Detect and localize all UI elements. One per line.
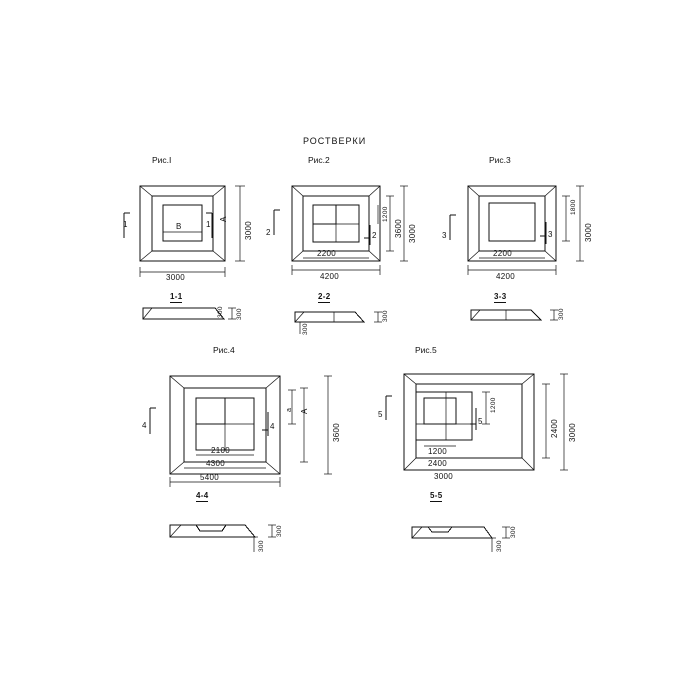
fig2-plan — [274, 186, 408, 275]
fig1-plan — [124, 186, 245, 277]
fig5-marker-right: 5 — [478, 417, 483, 426]
fig5-section-dim-h2: 300 — [496, 540, 503, 552]
fig3-plan — [450, 186, 584, 275]
fig1-section-dim-h2: 300 — [217, 306, 224, 318]
fig2-dim-bottom: 4200 — [320, 272, 339, 281]
fig4-dim-right: 3600 — [332, 423, 341, 442]
fig1-section-dim-h: 300 — [236, 308, 243, 320]
fig5-dim-inner-right: 1200 — [490, 397, 497, 413]
fig3-dim-right: 3000 — [584, 223, 593, 242]
fig3-marker-right: 3 — [548, 230, 553, 239]
fig1-dim-right: 3000 — [244, 221, 253, 240]
fig2-dim-inner-right: 1200 — [382, 206, 389, 222]
fig4-section-dim-h: 300 — [276, 525, 283, 537]
fig4-marker-left: 4 — [142, 421, 147, 430]
fig2-marker-left: 2 — [266, 228, 271, 237]
fig3-section-label: 3-3 — [494, 292, 507, 301]
fig2-marker-right: 2 — [372, 231, 377, 240]
fig4-section-label: 4-4 — [196, 491, 209, 500]
fig5-dim-inner-bottom: 1200 — [428, 447, 447, 456]
fig5-plan — [386, 374, 568, 470]
fig3-dim-bottom: 4200 — [496, 272, 515, 281]
fig1-marker-right: 1 — [206, 220, 211, 229]
fig5-dim-right: 3000 — [568, 423, 577, 442]
fig1-section-label: 1-1 — [170, 292, 183, 301]
fig5-marker-left: 5 — [378, 410, 383, 419]
fig3-section — [471, 310, 558, 320]
fig4-dim-inner-bottom: 2100 — [211, 446, 230, 455]
fig3-marker-left: 3 — [442, 231, 447, 240]
fig1-marker-left: 1 — [123, 220, 128, 229]
fig4-dim-bottom: 5400 — [200, 473, 219, 482]
fig3-section-dim-h: 300 — [558, 308, 565, 320]
fig2-section-label: 2-2 — [318, 292, 331, 301]
fig3-dim-inner-right: 1800 — [570, 199, 577, 215]
fig5-section-label: 5-5 — [430, 491, 443, 500]
fig4-caption: Рис.4 — [213, 345, 235, 355]
fig2-dim-inner-bottom: 2200 — [317, 249, 336, 258]
fig2-section-dim-h: 300 — [382, 310, 389, 322]
fig2-section-dim-h2: 300 — [302, 323, 309, 335]
fig5-caption: Рис.5 — [415, 345, 437, 355]
fig4-dim-mid-bottom: 4300 — [206, 459, 225, 468]
fig4-section-dim-h2: 300 — [258, 540, 265, 552]
fig1-dim-bottom: 3000 — [166, 273, 185, 282]
fig2-dim-mid-right: 3600 — [394, 219, 403, 238]
fig4-dim-inner-a: а — [286, 407, 293, 412]
fig5-dim-bottom: 3000 — [434, 472, 453, 481]
sheet-title: РОСТВЕРКИ — [303, 136, 367, 146]
fig3-dim-inner-bottom: 2200 — [493, 249, 512, 258]
fig4-plan — [150, 376, 332, 487]
fig2-dim-right: 3000 — [408, 224, 417, 243]
fig5-dim-mid-right: 2400 — [550, 419, 559, 438]
fig1-caption: Рис.I — [152, 155, 172, 165]
fig4-dim-inner-A: А — [300, 408, 309, 414]
fig5-dim-mid-bottom: 2400 — [428, 459, 447, 468]
fig5-section-dim-h: 300 — [510, 526, 517, 538]
fig1-dim-inner-height: А — [219, 216, 228, 222]
fig4-marker-right: 4 — [270, 422, 275, 431]
fig3-caption: Рис.3 — [489, 155, 511, 165]
fig2-caption: Рис.2 — [308, 155, 330, 165]
fig1-dim-inner-width: В — [176, 222, 182, 231]
